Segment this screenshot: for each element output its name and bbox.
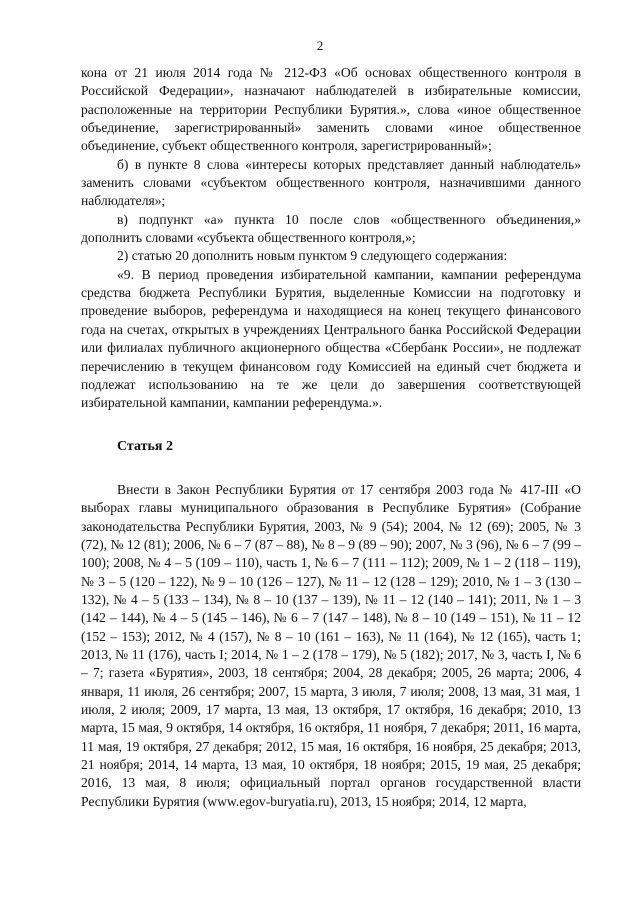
paragraph: «9. В период проведения избирательной кампании, кампании референдума средства бюджета Республики Бурятия, выделенные Комиссии на подготовку и проведение выборов, референдума и находящиеся на конец текущего финансового года на счетах, открытых в учреждениях Центрального банка Российской Федерации или филиалах публичного акционерного общества «Сбербанк России», не подлежат перечислению в текущем финансовом году Комиссией на единый счет бюджета и подлежат использованию на те же цели до завершения соответствующей избирательной кампании, кампании референдума.».: [81, 266, 581, 411]
paragraph: 2) статью 20 дополнить новым пунктом 9 следующего содержания:: [117, 248, 508, 264]
paragraph: кона от 21 июля 2014 года № 212-ФЗ «Об основах общественного контроля в Российской Федерации», назначают наблюдателей в избирательные комиссии, расположенные на территории Республики Бурятия.», слова «иное общественное объединение, зарегистрированный» заменить словами «иное общественное объединение, субъект общественного контроля, зарегистрированный»;: [81, 65, 581, 154]
page-number: 2: [316, 38, 324, 53]
paragraph: Внести в Закон Республики Бурятия от 17 сентября 2003 года № 417-III «О выборах главы муниципального образования в Республике Бурятия» (Собрание законодательства Республики Бурятия, 2003, № 9 (54); 2004, № 12 (69); 2005, № 3 (72), № 12 (81); 2006, № 6 – 7 (87 – 88), № 8 – 9 (89 – 90); 2007, № 3 (96), № 6 – 7 (99 – 100); 2008, № 4 – 5 (109 – 110), часть 1, № 6 – 7 (111 – 112); 2009, № 1 – 2 (118 – 119), № 3 – 5 (120 – 122), № 9 – 10 (126 – 127), № 11 – 12 (128 – 129); 2010, № 1 – 3 (130 – 132), № 4 – 5 (133 – 134), № 8 – 10 (137 – 139), № 11 – 12 (140 – 141); 2011, № 1 – 3 (142 – 144), № 4 – 5 (145 – 146), № 6 – 7 (147 – 148), № 8 – 10 (149 – 151), № 11 – 12 (152 – 153); 2012, № 4 (157), № 8 – 10 (161 – 163), № 11 (164), № 12 (165), часть 1; 2013, № 11 (176), часть I; 2014, № 1 – 2 (178 – 179), № 5 (182); 2017, № 3, часть I, № 6 – 7; газета «Бурятия», 2003, 18 сентября; 2004, 28 декабря; 2005, 26 марта; 2006, 4 января, 11 июля, 26 сентября; 2007, 15 марта, 3 июля, 7 июля; 2008, 13 мая, 31 мая, 1 июля, 2 июля; 2009, 17 марта, 13 мая, 13 октября, 17 октября, 16 декабря; 2010, 13 марта, 15 мая, 9 октября, 14 октября, 16 октября, 11 ноября, 7 декабря; 2011, 16 марта, 11 мая, 19 октября, 27 декабря; 2012, 15 мая, 16 октября, 16 ноября, 25 декабря; 2013, 21 ноября; 2014, 14 марта, 13 мая, 10 октября, 18 ноября; 2015, 19 мая, 25 декабря; 2016, 13 мая, 8 июля; официальный портал органов государственной власти Республики Бурятия (www.egov-buryatia.ru), 2013, 15 ноября; 2014, 12 марта,: [81, 481, 581, 809]
document-body: [81, 64, 581, 811]
article-heading: Статья 2: [117, 438, 173, 454]
paragraph: б) в пункте 8 слова «интересы которых представляет данный наблюдатель» заменить словами «субъектом общественного контроля, назначившими данного наблюдателя»;: [81, 156, 581, 209]
paragraph: в) подпункт «а» пункта 10 после слов «общественного объединения,» дополнить словами «субъекта общественного контроля,»;: [81, 211, 581, 246]
